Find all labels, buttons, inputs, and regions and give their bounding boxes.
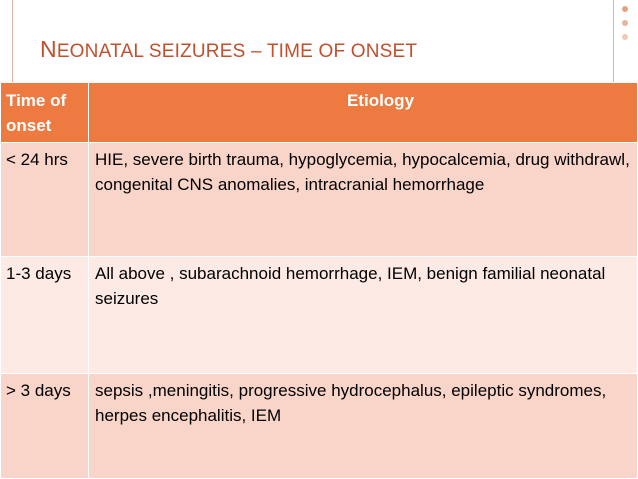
onset-table <box>0 82 638 479</box>
decorative-dots <box>618 6 632 48</box>
dot-3 <box>622 34 628 40</box>
onset-cell: 1-3 days <box>1 257 89 374</box>
etiology-cell: All above , subarachnoid hemorrhage, IEM, benign familial neonatal seizures <box>89 257 638 374</box>
table-row <box>1 257 638 374</box>
table-row <box>1 374 638 479</box>
header-etiology: Etiology <box>89 83 638 143</box>
onset-cell: > 3 days <box>1 374 89 479</box>
title-first-letter: N <box>40 36 57 62</box>
title-rest: EONATAL SEIZURES – TIME OF ONSET <box>56 41 418 62</box>
onset-cell: < 24 hrs <box>1 143 89 257</box>
etiology-cell: sepsis ,meningitis, progressive hydrocephalus, epileptic syndromes, herpes encephalitis, IEM <box>89 374 638 479</box>
header-time-of-onset: Time of onset <box>1 83 89 143</box>
table-header-row <box>1 83 638 143</box>
dot-1 <box>622 6 628 12</box>
slide-title <box>40 36 417 63</box>
table-row <box>1 143 638 257</box>
etiology-cell: HIE, severe birth trauma, hypoglycemia, hypocalcemia, drug withdrawl, congenital CNS anomalies, intracranial hemorrhage <box>89 143 638 257</box>
dot-2 <box>622 20 628 26</box>
